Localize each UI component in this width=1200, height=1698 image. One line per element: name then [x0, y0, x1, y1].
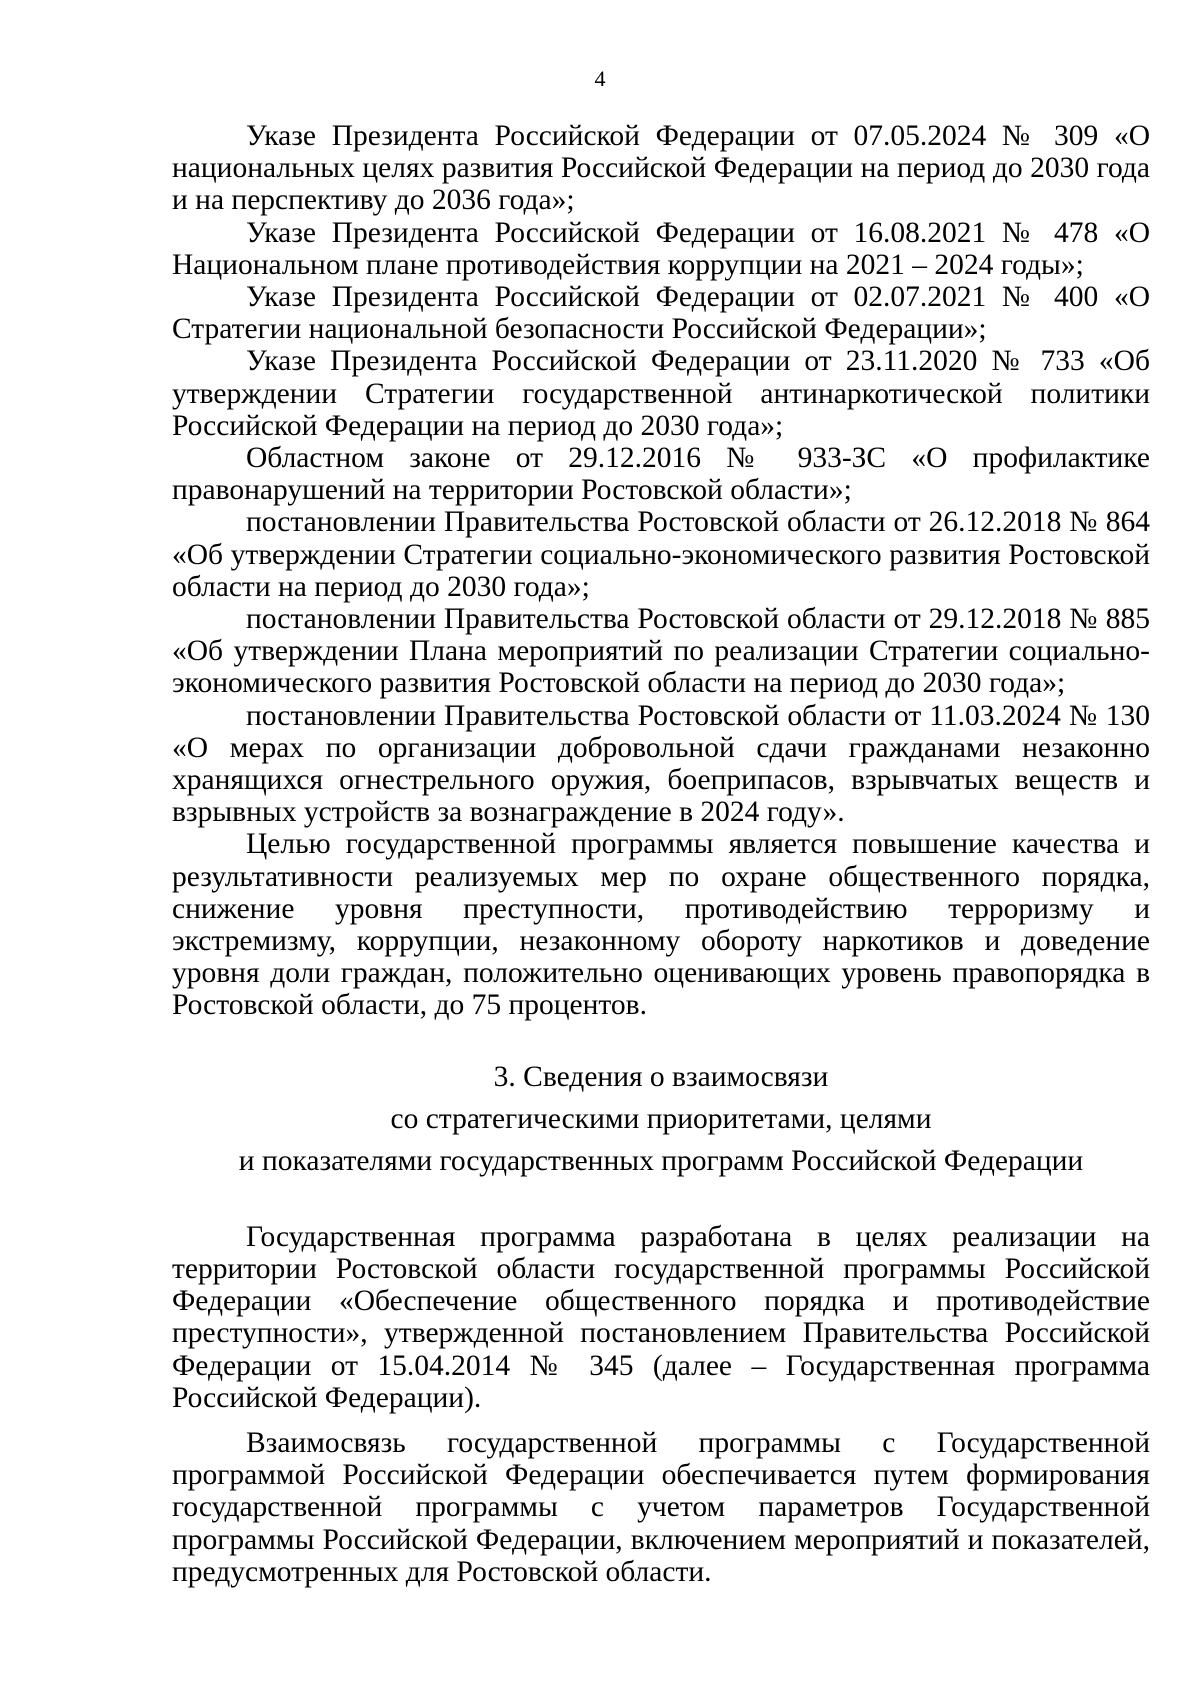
section-paragraph-1: Государственная программа разработана в целях реализации на территории Ростовской области государственной программы Российской Федерации «Обеспечение общественного порядка и противодействие преступности», утвержденной постановлением Правительства Российской Федерации от 15.04.2014 № 345 (далее – Государственная программа Российской Федерации).: [172, 1220, 1150, 1414]
spacer: [172, 1182, 1150, 1221]
section-title-line-1: 3. Сведения о взаимосвязи: [493, 1060, 829, 1093]
page-number: 4: [594, 66, 606, 91]
list-item: Указе Президента Российской Федерации от 02.07.2021 № 400 «О Стратегии национальной безопасности Российской Федерации»;: [172, 281, 1150, 346]
list-item: Указе Президента Российской Федерации от 07.05.2024 № 309 «О национальных целях развития Российской Федерации на период до 2030 года и на перспективу до 2036 года»;: [172, 120, 1150, 217]
list-item: постановлении Правительства Ростовской области от 11.03.2024 № 130 «О мерах по организации добровольной сдачи гражданами незаконно хранящихся огнестрельного оружия, боеприпасов, взрывчатых веществ и взрывных устройств за вознаграждение в 2024 году».: [172, 699, 1150, 829]
spacer: [172, 1022, 1150, 1056]
section-paragraph-2: Взаимосвязь государственной программы с Государственной программой Российской Федерации обеспечивается путем формирования государственной программы с учетом параметров Государственной программы Российской Федерации, включением мероприятий и показателей, предусмотренных для Ростовской области.: [172, 1426, 1150, 1588]
goal-paragraph: Целью государственной программы является повышение качества и результативности реализуемых мер по охране общественного порядка, снижение уровня преступности, противодействию терроризму и экстремизму, коррупции, незаконному обороту наркотиков и доведение уровня доли граждан, положительно оценивающих уровень правопорядка в Ростовской области, до 75 процентов.: [172, 828, 1150, 1022]
list-item: постановлении Правительства Ростовской области от 29.12.2018 № 885 «Об утверждении Плана мероприятий по реализации Стратегии социально-экономического развития Ростовской области на период до 2030 года»;: [172, 603, 1150, 700]
list-item: Указе Президента Российской Федерации от 23.11.2020 № 733 «Об утверждении Стратегии государственной антинаркотической политики Российской Федерации на период до 2030 года»;: [172, 345, 1150, 442]
section-title-line-2: со стратегическими приоритетами, целями: [390, 1102, 932, 1135]
list-item: Областном законе от 29.12.2016 № 933-ЗС «О профилактике правонарушений на территории Ростовской области»;: [172, 442, 1150, 507]
document-body: [172, 120, 1150, 1588]
list-item: Указе Президента Российской Федерации от 16.08.2021 № 478 «О Национальном плане противодействия коррупции на 2021 – 2024 годы»;: [172, 216, 1150, 281]
section-title-line-3: и показателями государственных программ Российской Федерации: [238, 1144, 1084, 1177]
spacer: [172, 1414, 1150, 1427]
list-item: постановлении Правительства Ростовской области от 26.12.2018 № 864 «Об утверждении Стратегии социально-экономического развития Ростовской области на период до 2030 года»;: [172, 506, 1150, 603]
